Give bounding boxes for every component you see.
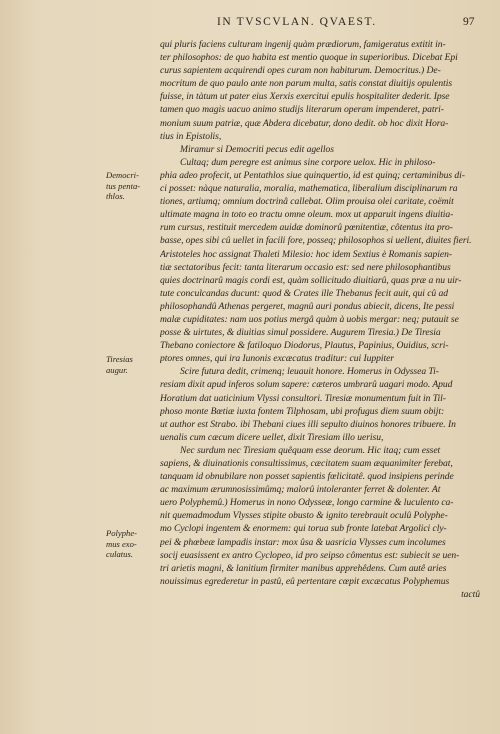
text-line: resiam dixit apud inferos solum sapere: cæteros umbrarû uagari modo. Apud xyxy=(160,379,453,391)
margin-note-line: Democri- xyxy=(106,170,139,180)
margin-note-tiresias xyxy=(106,354,160,375)
text-line: tri arietis magni, & lanitium firmiter manibus apprehêdens. Cum autê aries xyxy=(160,562,447,574)
text-line: phoso monte Bœtiæ iuxta fontem Tilphosam, ubi profugus diem suum obijt: xyxy=(160,405,445,417)
text-line: uero Polyphemû.) Homerus in nono Odysseæ, longo carmine & luculento ca- xyxy=(160,497,454,509)
text-line: phia adeo profecit, ut Pentathlos siue quinquertio, id est quinq; certaminibus di- xyxy=(160,169,465,181)
text-line: rum cursus, restituit mercedem auidæ dominorû pœnitentiæ, côtentus ita pro- xyxy=(160,222,453,234)
running-head xyxy=(0,16,500,32)
margin-note-line: Polyphe- xyxy=(106,528,138,538)
text-line: curus sapientem acquirendi opes curam non habiturum. Democritus.) De- xyxy=(160,65,441,77)
margin-note-line: tus penta- xyxy=(106,180,141,191)
text-line: Thebano coniectore & fatiloquo Diodorus, Plautus, Papinius, Ouidius, scri- xyxy=(160,340,449,352)
text-line: mocritum de quo paulo ante non parum multa, satis constat diuitijs opulentis xyxy=(160,78,453,90)
text-line: posse & uirtutes, & diuitias simul possidere. Augurem Tiresia.) De Tiresia xyxy=(160,327,441,339)
text-line: tiones, artiumq; omnium doctrinâ callebat. Olim prouisa olei caritate, coëmit xyxy=(160,196,454,208)
text-line: mo Cyclopi ingentem & enormem: qui torua sub fronte latebat Argolici cly- xyxy=(160,523,447,535)
text-line: ci posset: nàque naturalia, moralia, mathematica, liberalium disciplinarum ra xyxy=(160,183,458,195)
text-line: Horatium dat uaticinium Vlyssi consultori. Tiresiæ monumentum fuit in Til- xyxy=(160,392,446,404)
text-line: fuisse, in tàtum ut pater eius Xerxis exercitui epulis hospitaliter dederit. Ipse xyxy=(160,91,450,103)
text-line: tiæ sectatoribus fecit: tanta literarum occasio est: sed nere philosophantibus xyxy=(160,261,451,273)
margin-note-line: augur. xyxy=(106,364,128,375)
margin-note-democritus xyxy=(106,170,160,202)
text-line: ter philosophos: de quo habita est mentio quoque in superioribus. Dicebat Epi xyxy=(160,52,458,64)
text-line: socij euasissent ex antro Cyclopeo, id pro seipso cômentus est: subiecit se uen- xyxy=(160,549,460,561)
main-text-block xyxy=(160,38,480,601)
margin-note-line: mus exo- xyxy=(106,538,137,549)
text-line: uenalis cum cæcum dicere uellet, dixit Tiresiam illo uerisu, xyxy=(160,431,384,443)
text-line: basse, opes sibi cû uellet in facili fore, posseq; philosophos si uellent, diuites fieri. xyxy=(160,235,472,247)
text-line: ut author est Strabo. ibi Thebani ciues illi sepulto diuinos honores tribuere. In xyxy=(160,418,456,430)
text-line: monium suum patriæ, quæ Abdera dicebatur, dono dedit. ob hoc dixit Hora- xyxy=(160,117,449,129)
text-line: tanquam id obnubilare non posset sapientis fœlicitatê. quod insipiens perinde xyxy=(160,471,454,483)
margin-note-line: Tiresias xyxy=(106,354,133,364)
text-line: ptores omnes, qui ira Iunonis excæcatus traditur: cui Iuppiter xyxy=(160,353,394,365)
text-line: malæ cupiditates: nam uos potius mergâ quàm à uobis mergar: neq; putauit se xyxy=(160,313,459,325)
text-line: pei & phœbeæ lampadis instar: mox ûsa & uasricia Vlysses cum incolumes xyxy=(160,536,446,548)
text-line: ultimate magna in toto eo tractu omne oleum. mox ut apparuit ingens diuitia- xyxy=(160,209,454,221)
text-line: tamen quo magis uacuo animo studijs literarum operam impenderet, patri- xyxy=(160,104,444,116)
verse-line: Miramur si Democriti pecus edit agellos xyxy=(180,143,334,155)
text-line: philosophandû Athenas pergeret, magnû auri pondus abiecit, dicens, Ite pessi xyxy=(160,300,455,312)
margin-note-line: culatus. xyxy=(106,549,133,559)
page-number: 97 xyxy=(463,16,475,28)
text-line: qui pluris faciens culturam ingenij quàm prædiorum, famigeratus extitit in- xyxy=(160,39,446,50)
text-line: quies doctrinarû magis cordi est, quàm sollicitudo diuitiarû, quas præ a nu uir- xyxy=(160,274,462,286)
verse-line: Scire futura dedit, crimenq; leuauit honore. Homerus in Odyssea Ti- xyxy=(180,366,439,378)
text-line: sapiens, & diuinationis consultissimus, cæcitatem suam æquanimiter ferebat, xyxy=(160,458,453,469)
text-line: nouissimus egrederetur in pastû, eû pertentare cœpit excæcatus Polyphemus xyxy=(160,575,450,587)
running-head-title: IN TVSCVLAN. QVAEST. xyxy=(217,16,377,28)
text-line: nit quemadmodum Vlysses stipite obusto & ignito terebrauit oculû Polyphe- xyxy=(160,510,448,522)
text-line: tute conculcandas ducunt: quod & Crates ille Thebanus fecit auit, qui cû ad xyxy=(160,287,449,299)
text-line: tius in Epistolis, xyxy=(160,130,222,142)
text-line: ac maximum ærumnosissimûmq; malorû intoleranter ferret & dolenter. At xyxy=(160,484,441,496)
verse-line: Nec surdum nec Tiresiam quêquam esse deorum. Hic itaq; cum esset xyxy=(180,444,441,456)
catchword: tactû xyxy=(461,588,480,600)
margin-note-line: thlos. xyxy=(106,191,125,201)
verse-line: Cultaq; dum peregre est animus sine corpore uelox. Hic in philoso- xyxy=(180,156,436,168)
text-line: Aristoteles hoc assignat Thaleti Milesio: hoc idem Sextius è Romanis sapien- xyxy=(160,248,452,260)
margin-note-polyphemus xyxy=(106,528,160,560)
